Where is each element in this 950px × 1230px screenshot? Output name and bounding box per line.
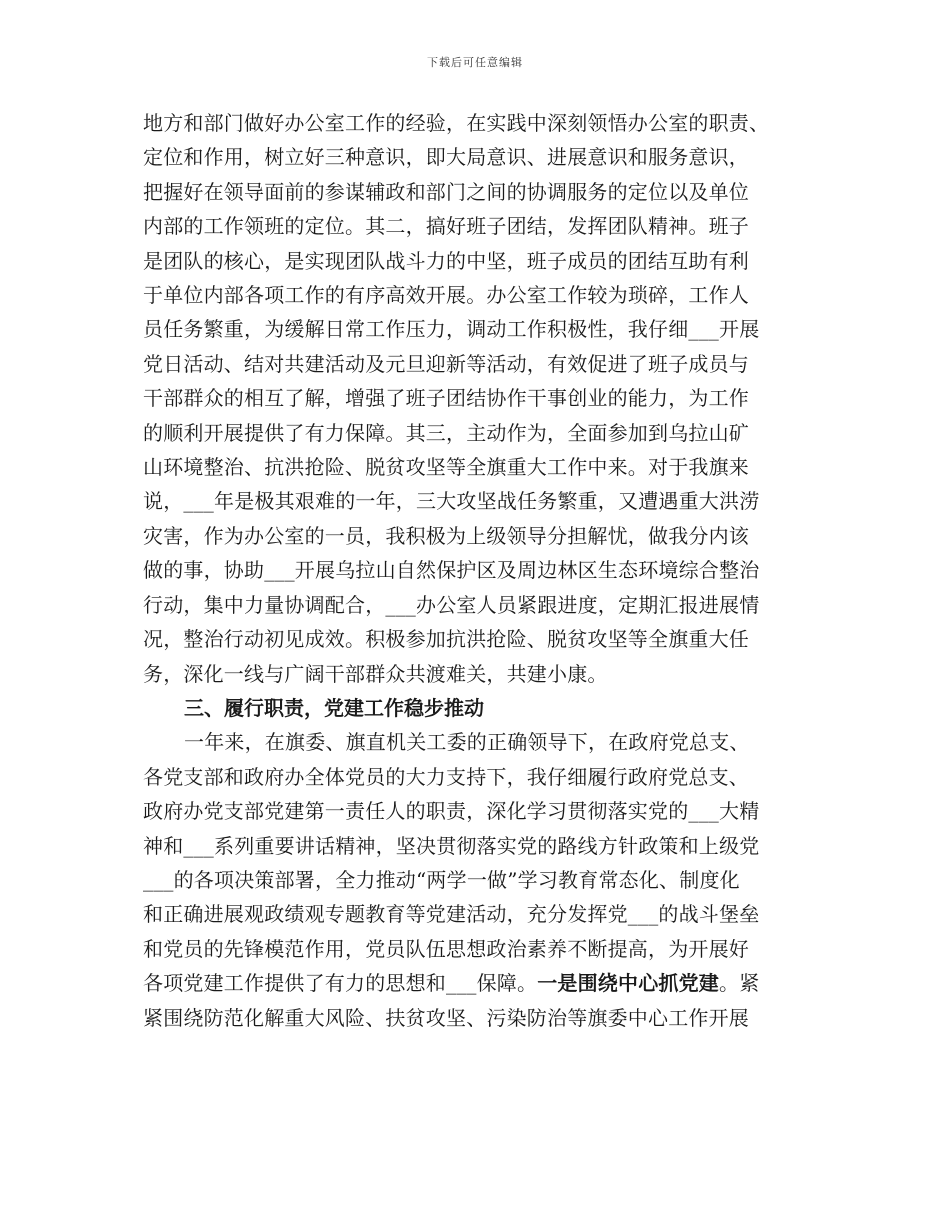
text-line: 地方和部门做好办公室工作的经验，在实践中深刻领悟办公室的职责、	[143, 111, 770, 135]
text-segment: 各项党建工作提供了有力的思想和___保障。	[143, 971, 538, 996]
text-line: 内部的工作领班的定位。其二，搞好班子团结，发挥团队精神。班子	[143, 214, 749, 239]
text-line: 神和___系列重要讲话精神，坚决贯彻落实党的路线方针政策和上级党	[143, 833, 760, 858]
text-line: 紧围绕防范化解重大风险、扶贫攻坚、污染防治等旗委中心工作开展	[143, 1005, 749, 1030]
text-line: 的顺利开展提供了有力保障。其三，主动作为，全面参加到乌拉山矿	[143, 420, 749, 445]
text-line: 于单位内部各项工作的有序高效开展。办公室工作较为琐碎，工作人	[143, 283, 749, 308]
text-line: 和党员的先锋模范作用，党员队伍思想政治素养不断提高，为开展好	[143, 936, 749, 961]
paragraph-continued	[143, 106, 818, 691]
text-line: 一年来，在旗委、旗直机关工委的正确领导下，在政府党总支、	[184, 730, 750, 755]
text-line: ___的各项决策部署，全力推动“两学一做”学习教育常态化、制度化	[143, 867, 740, 892]
text-line: 说，___年是极其艰难的一年，三大攻坚战任务繁重，又遭遇重大洪涝	[143, 489, 760, 514]
text-line: 员任务繁重，为缓解日常工作压力，调动工作积极性，我仔细___开展	[143, 317, 760, 342]
text-line: 和正确进展观政绩观专题教育等党建活动，充分发挥党___的战斗堡垒	[143, 902, 760, 927]
text-line: 做的事，协助___开展乌拉山自然保护区及周边林区生态环境综合整治	[143, 558, 760, 583]
paragraph-party-building	[143, 725, 818, 1035]
text-line: 是团队的核心，是实现团队战斗力的中坚，班子成员的团结互助有利	[143, 248, 749, 273]
text-line: 党日活动、结对共建活动及元旦迎新等活动，有效促进了班子成员与	[143, 351, 749, 376]
text-line: 定位和作用，树立好三种意识，即大局意识、进展意识和服务意识，	[143, 145, 749, 170]
text-line: 山环境整治、抗洪抢险、脱贫攻坚等全旗重大工作中来。对于我旗来	[143, 455, 749, 480]
text-segment: 。紧	[719, 971, 760, 996]
text-line: 各党支部和政府办全体党员的大力支持下，我仔细履行政府党总支、	[143, 764, 749, 789]
text-line: 行动，集中力量协调配合，___办公室人员紧跟进度，定期汇报进展情	[143, 592, 760, 617]
text-line: 务，深化一线与广阔干部群众共渡难关，共建小康。	[143, 661, 608, 686]
page-header: 下载后可任意编辑	[427, 56, 523, 69]
section-heading: 三、履行职责，党建工作稳步推动	[184, 695, 484, 720]
text-line: 干部群众的相互了解，增强了班子团结协作干事创业的能力，为工作	[143, 386, 749, 411]
text-line: 灾害，作为办公室的一员，我积极为上级领导分担解忧，做我分内该	[143, 523, 749, 548]
text-line: 把握好在领导面前的参谋辅政和部门之间的协调服务的定位以及单位	[143, 179, 749, 204]
text-line: 政府办党支部党建第一责任人的职责，深化学习贯彻落实党的___大精	[143, 799, 760, 824]
bold-subheading: 一是围绕中心抓党建	[537, 971, 720, 996]
text-line-mixed	[143, 966, 818, 1000]
document-body	[143, 106, 818, 1035]
text-line: 况，整治行动初见成效。积极参加抗洪抢险、脱贫攻坚等全旗重大任	[143, 627, 749, 652]
